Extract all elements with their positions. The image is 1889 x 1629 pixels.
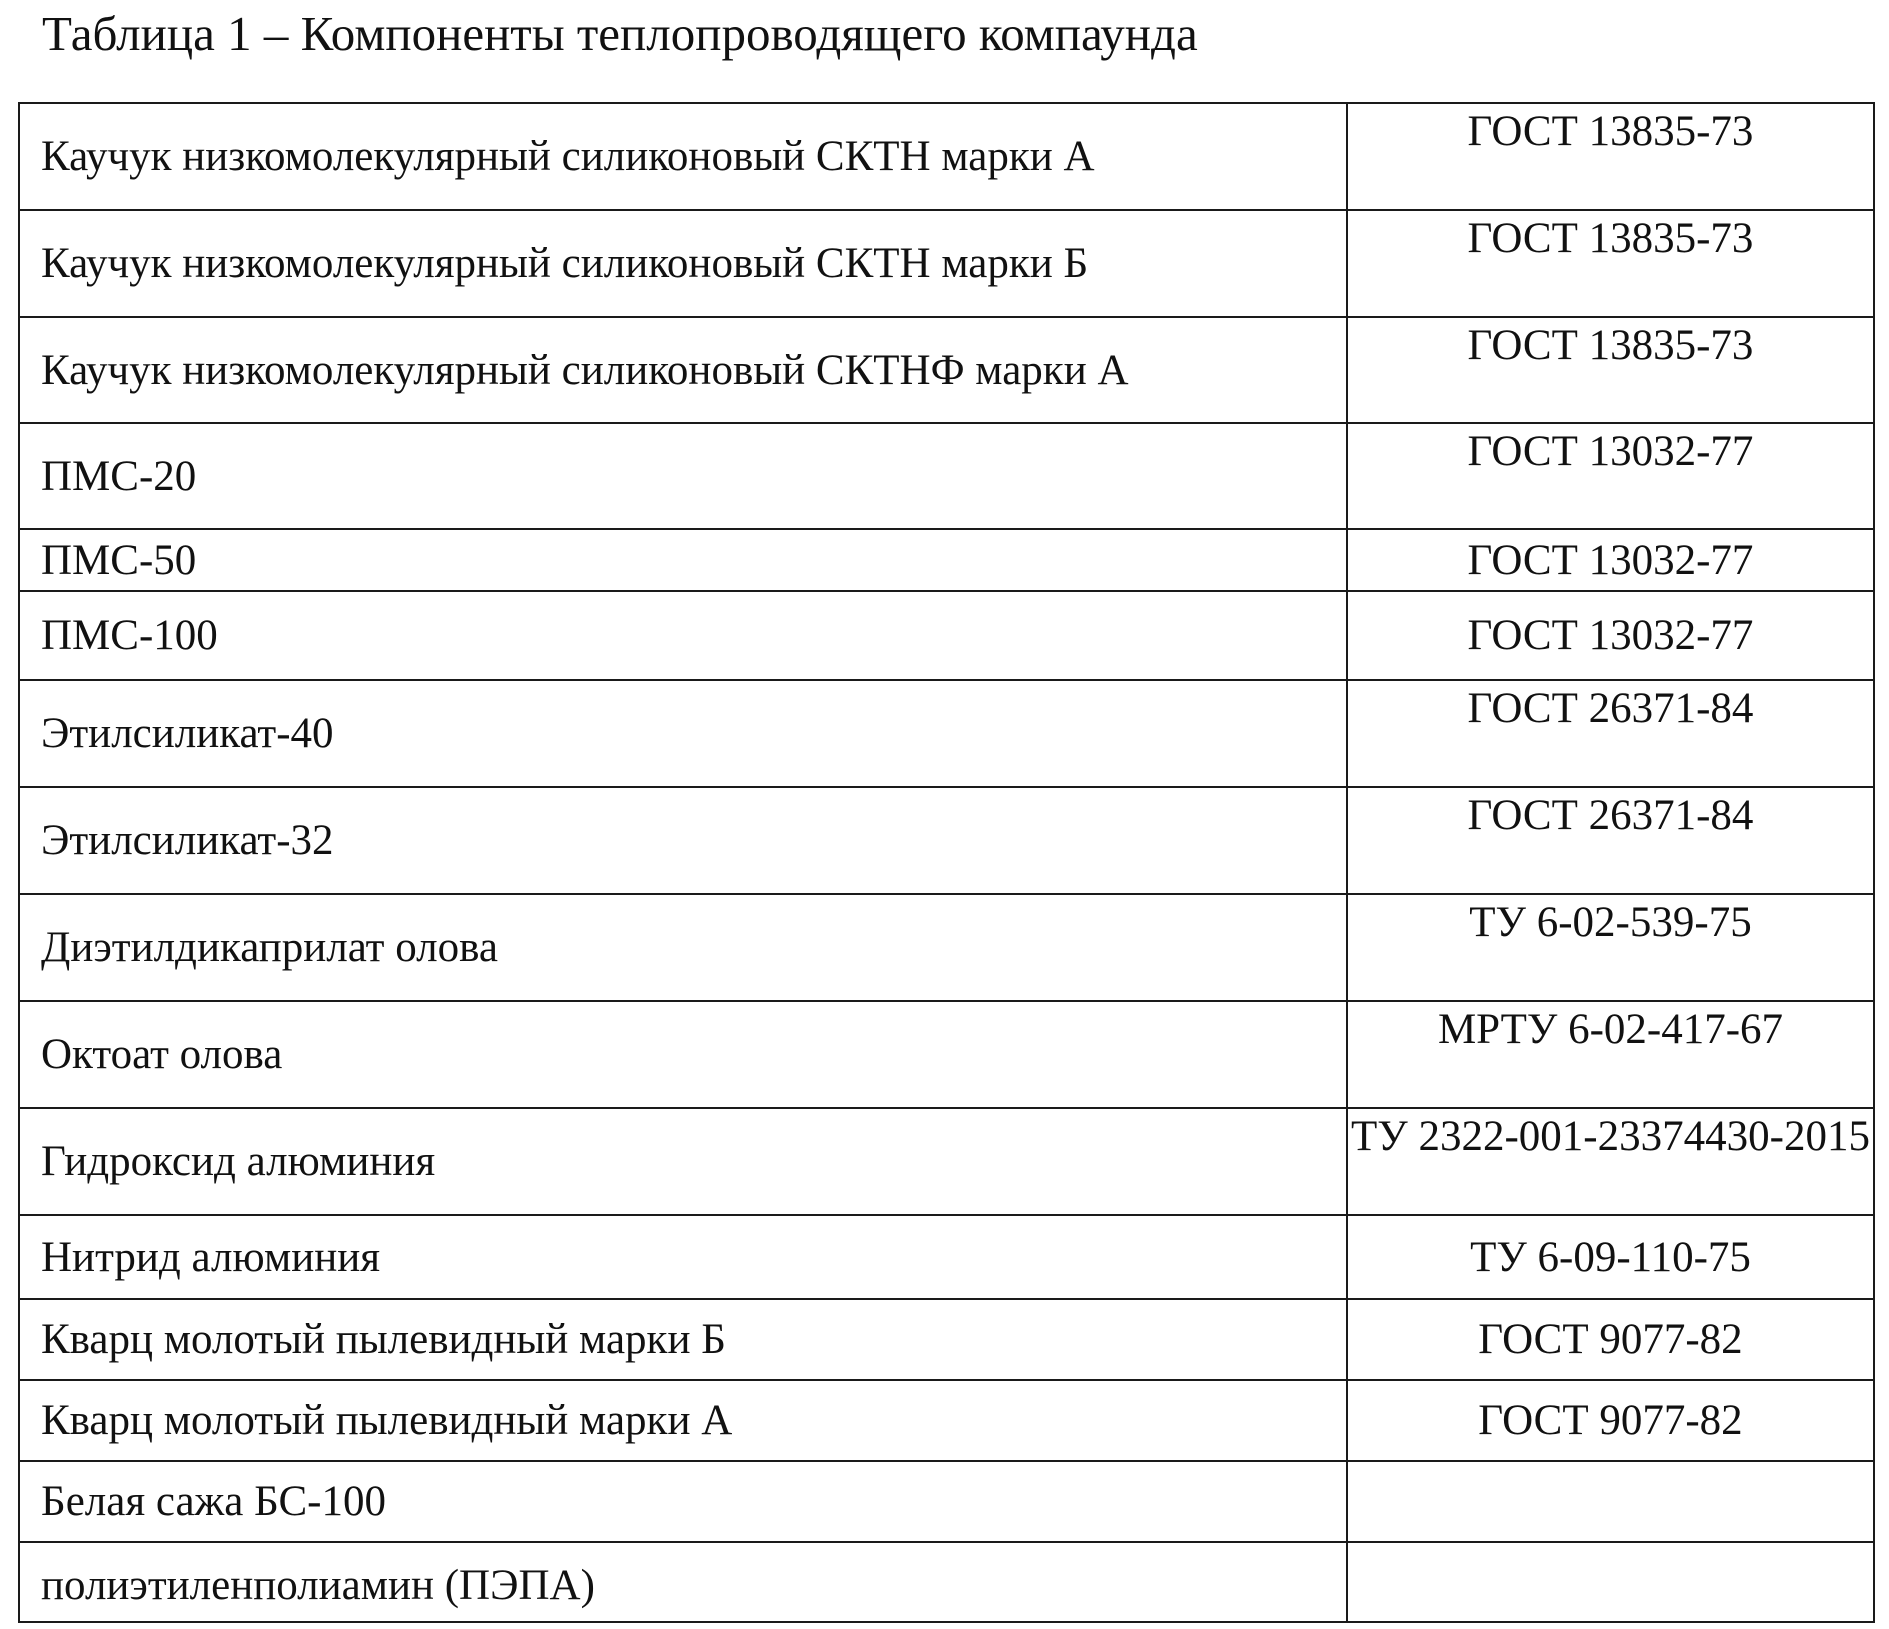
- table-row: [19, 423, 1874, 529]
- component-name: Каучук низкомолекулярный силиконовый СКТН марки Б: [19, 210, 1347, 317]
- component-standard: ГОСТ 13835-73: [1347, 210, 1874, 317]
- component-standard: ТУ 2322-001-23374430-2015: [1347, 1108, 1874, 1215]
- table-row: [19, 1461, 1874, 1542]
- table-row: [19, 103, 1874, 210]
- table-row: [19, 210, 1874, 317]
- table-row: [19, 317, 1874, 423]
- component-name: полиэтиленполиамин (ПЭПА): [19, 1542, 1347, 1622]
- table-row: [19, 529, 1874, 591]
- table-row: [19, 894, 1874, 1001]
- component-standard: ГОСТ 13032-77: [1347, 529, 1874, 591]
- table-row: [19, 1380, 1874, 1461]
- component-name: Кварц молотый пылевидный марки А: [19, 1380, 1347, 1461]
- table-row: [19, 680, 1874, 787]
- component-name: ПМС-100: [19, 591, 1347, 680]
- table-row: [19, 591, 1874, 680]
- component-name: ПМС-50: [19, 529, 1347, 591]
- table-row: [19, 1108, 1874, 1215]
- component-standard: [1347, 1461, 1874, 1542]
- component-name: ПМС-20: [19, 423, 1347, 529]
- table-caption: Таблица 1 – Компоненты теплопроводящего компаунда: [42, 6, 1198, 61]
- component-standard: ГОСТ 13032-77: [1347, 591, 1874, 680]
- component-name: Этилсиликат-40: [19, 680, 1347, 787]
- component-standard: ГОСТ 9077-82: [1347, 1380, 1874, 1461]
- table-row: [19, 1001, 1874, 1108]
- component-name: Гидроксид алюминия: [19, 1108, 1347, 1215]
- component-standard: ГОСТ 13835-73: [1347, 103, 1874, 210]
- component-standard: ГОСТ 13032-77: [1347, 423, 1874, 529]
- component-name: Каучук низкомолекулярный силиконовый СКТНФ марки А: [19, 317, 1347, 423]
- component-name: Диэтилдикаприлат олова: [19, 894, 1347, 1001]
- component-name: Белая сажа БС-100: [19, 1461, 1347, 1542]
- table-row: [19, 1215, 1874, 1299]
- table-row: [19, 787, 1874, 894]
- component-standard: ГОСТ 13835-73: [1347, 317, 1874, 423]
- table-row: [19, 1542, 1874, 1622]
- component-name: Каучук низкомолекулярный силиконовый СКТН марки А: [19, 103, 1347, 210]
- component-standard: ГОСТ 9077-82: [1347, 1299, 1874, 1380]
- table-row: [19, 1299, 1874, 1380]
- component-name: Этилсиликат-32: [19, 787, 1347, 894]
- component-standard: МРТУ 6-02-417-67: [1347, 1001, 1874, 1108]
- component-standard: ТУ 6-02-539-75: [1347, 894, 1874, 1001]
- component-standard: ТУ 6-09-110-75: [1347, 1215, 1874, 1299]
- component-name: Октоат олова: [19, 1001, 1347, 1108]
- component-name: Нитрид алюминия: [19, 1215, 1347, 1299]
- components-table: [18, 102, 1875, 1623]
- component-standard: ГОСТ 26371-84: [1347, 787, 1874, 894]
- component-standard: [1347, 1542, 1874, 1622]
- component-standard: ГОСТ 26371-84: [1347, 680, 1874, 787]
- component-name: Кварц молотый пылевидный марки Б: [19, 1299, 1347, 1380]
